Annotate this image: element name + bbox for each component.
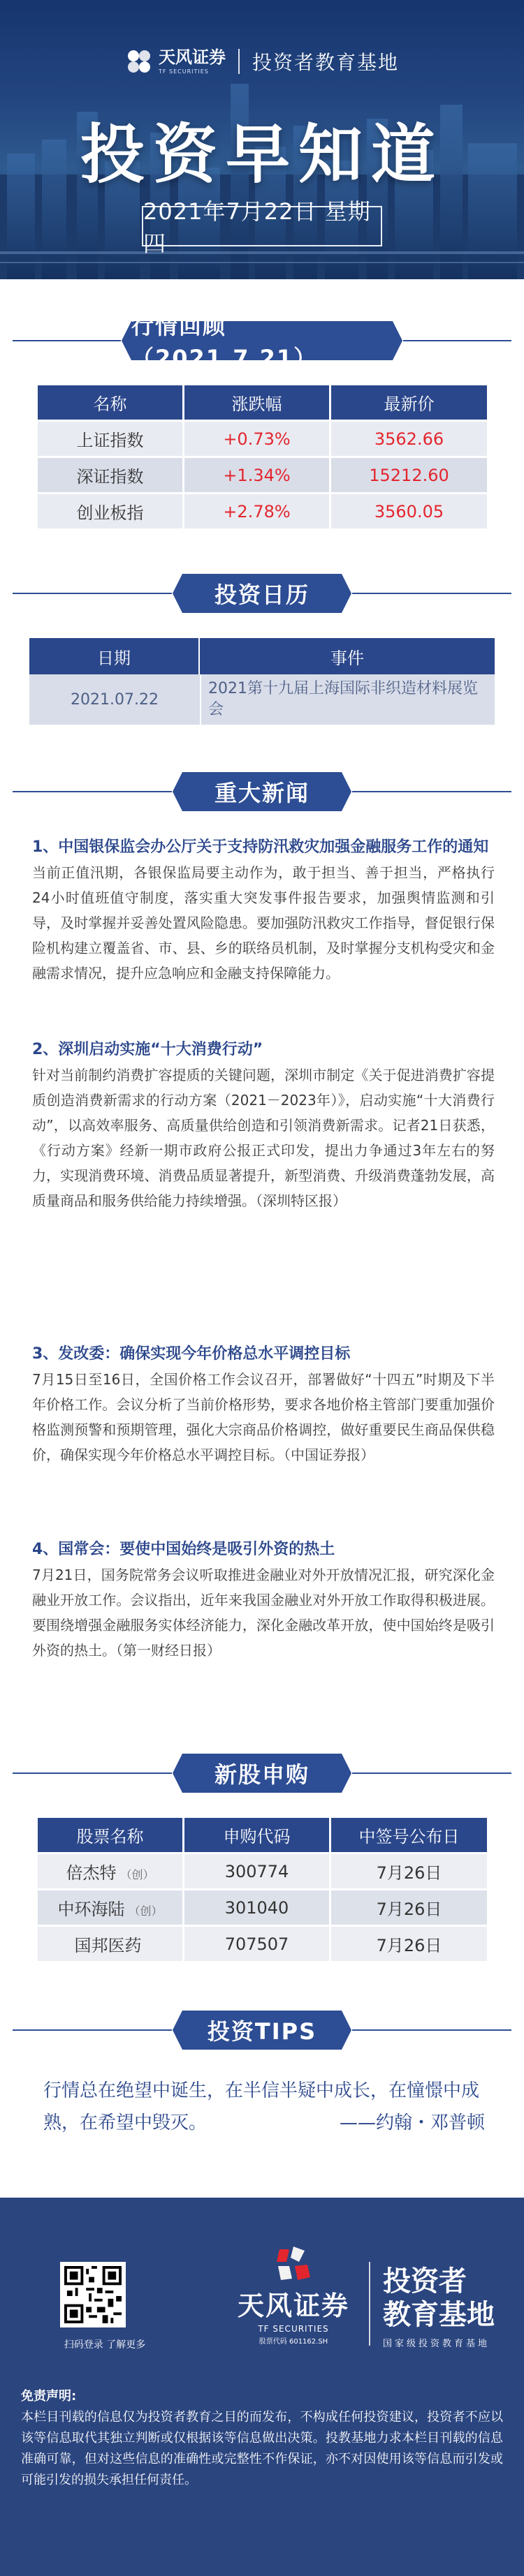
column-header: 中签号公布日 — [331, 1818, 487, 1854]
event-date: 2021.07.22 — [29, 674, 200, 725]
column-header: 名称 — [38, 385, 184, 422]
brand-divider — [238, 49, 240, 74]
column-header: 申购代码 — [184, 1818, 331, 1854]
tf-logo-icon — [272, 2246, 314, 2283]
section-header-market — [0, 313, 524, 371]
brand-row — [0, 40, 524, 82]
market-table — [38, 385, 487, 531]
board-tag: （创） — [129, 1904, 163, 1918]
news-title: 1、中国银保监会办公厅关于支持防汛救灾加强金融服务工作的通知 — [32, 838, 489, 856]
table-row — [38, 1927, 487, 1963]
news-item — [32, 1342, 495, 1467]
section-header-calendar — [0, 574, 524, 613]
footer — [0, 2198, 524, 2576]
lottery-date: 7月26日 — [331, 1890, 487, 1927]
index-name: 创业板指 — [38, 494, 184, 531]
news-item — [32, 1037, 495, 1213]
disclaimer-text: 本栏目刊载的信息仅为投资者教育之目的而发布，不构成任何投资建议，投资者不应以该等信息取代其独立判断或仅根据该等信息做出决策。投教基地力求本栏目刊载的信息准确可靠，但对这些信息的准确性或完整性不作保证，亦不对因使用该等信息而引发或可能引发的损失承担任何责任。 — [21, 2410, 503, 2487]
footer-stock-code: 股票代码 601162.SH — [259, 2338, 328, 2346]
section-header-ipo — [0, 1754, 524, 1793]
brand-tag: 投资者教育基地 — [252, 51, 399, 74]
disclaimer — [21, 2386, 503, 2491]
tips-quote: 行情总在绝望中诞生，在半信半疑中成长，在憧憬中成熟，在希望中毁灭。 — [43, 2080, 480, 2133]
table-header-row — [29, 638, 495, 674]
index-change: +0.73% — [184, 422, 331, 458]
column-header: 涨跌幅 — [184, 385, 331, 422]
subscribe-code: 301040 — [184, 1890, 331, 1927]
tips-author: ——约翰・邓普顿 — [339, 2112, 485, 2133]
subscribe-code: 300774 — [184, 1854, 331, 1890]
footer-logo — [224, 2246, 363, 2346]
brand-logo — [125, 47, 226, 75]
column-header: 股票名称 — [38, 1818, 184, 1854]
brand-en: TF SECURITIES — [158, 68, 209, 75]
page-date: 2021年7月22日 星期四 — [142, 206, 382, 246]
ipo-table — [38, 1818, 487, 1963]
footer-divider — [369, 2262, 370, 2346]
qr-caption: 扫码登录 了解更多 — [64, 2339, 146, 2351]
section-title: 投资日历 — [182, 574, 342, 613]
footer-tagline — [383, 2265, 495, 2349]
section-header-news — [0, 772, 524, 811]
index-price: 3560.05 — [331, 494, 487, 531]
table-row — [38, 494, 487, 531]
page-title: 投资早知道 — [80, 117, 444, 192]
index-price: 3562.66 — [331, 422, 487, 458]
qr-code-icon — [64, 2266, 122, 2323]
news-body: 针对当前制约消费扩容提质的关键问题，深圳市制定《关于促进消费扩容提质创造消费新需求的行动方案（2021－2023年）》，启动实施“十大消费行动”，以高效率服务、高质量供给创造和引领消费新需求。记者21日获悉，《行动方案》经新一期市政府公报正式印发，提出力争通过3年左右的努力，实现消费环境、消费品质显著提升，新型消费、升级消费蓬勃发展，高质量商品和服务供给能力持续增强。（深圳特区报） — [32, 1067, 495, 1209]
board-tag: （创） — [120, 1868, 154, 1881]
table-row — [38, 1854, 487, 1890]
news-item — [32, 835, 495, 986]
index-price: 15212.60 — [331, 458, 487, 494]
news-body: 当前正值汛期，各银保监局要主动作为，敢于担当、善于担当，严格执行24小时值班值守制度，落实重大突发事件报告要求，加强舆情监测和引导，及时掌握并妥善处置风险隐患。要加强防汛救灾工作指导，督促银行保险机构建立覆盖省、市、县、乡的联络员机制，及时掌握分支机构受灾和金融需求情况，提升应急响应和金融支持保障能力。 — [32, 864, 495, 982]
table-row — [38, 1890, 487, 1927]
index-change: +2.78% — [184, 494, 331, 531]
footer-tag-line1: 投资者 — [383, 2265, 467, 2297]
event-text: 2021第十九届上海国际非织造材料展览会 — [200, 674, 495, 725]
tf-logo-icon — [125, 47, 153, 75]
table-row — [38, 422, 487, 458]
news-title: 3、发改委：确保实现今年价格总水平调控目标 — [32, 1345, 351, 1363]
table-row — [38, 458, 487, 494]
news-body: 7月15日至16日，全国价格工作会议召开，部署做好“十四五”时期及下半年价格工作。会议分析了当前价格形势，要求各地价格主管部门要重加强价格监测预警和预期管理，强化大宗商品价格调控，做好重要民生商品保供稳价，确保实现今年价格总水平调控目标。（中国证券报） — [32, 1371, 495, 1463]
index-name: 上证指数 — [38, 422, 184, 458]
index-name: 深证指数 — [38, 458, 184, 494]
news-item — [32, 1537, 495, 1663]
tips-quote-block — [43, 2075, 485, 2139]
news-title: 4、国常会：要使中国始终是吸引外资的热土 — [32, 1541, 335, 1558]
section-title: 重大新闻 — [182, 772, 342, 811]
stock-name-cell — [38, 1854, 184, 1890]
lottery-date: 7月26日 — [331, 1854, 487, 1890]
section-title: 行情回顾（2021.7.21） — [131, 321, 393, 360]
stock-name-cell — [38, 1927, 184, 1963]
calendar-table — [29, 638, 495, 725]
lottery-date: 7月26日 — [331, 1927, 487, 1963]
section-title: 投资TIPS — [182, 2011, 342, 2050]
table-row — [29, 674, 495, 725]
section-header-tips — [0, 2011, 524, 2050]
footer-brand-name: 天风证券 — [237, 2290, 349, 2321]
stock-name: 倍杰特 — [66, 1863, 117, 1883]
column-header: 事件 — [200, 638, 495, 674]
qr-code[interactable] — [60, 2262, 126, 2327]
column-header: 最新价 — [331, 385, 487, 422]
stock-name-cell — [38, 1890, 184, 1927]
news-title: 2、深圳启动实施“十大消费行动” — [32, 1041, 263, 1058]
footer-tag-line2: 教育基地 — [383, 2299, 495, 2331]
column-header: 日期 — [29, 638, 200, 674]
table-header-row — [38, 1818, 487, 1854]
disclaimer-title: 免责声明: — [21, 2389, 77, 2404]
subscribe-code: 707507 — [184, 1927, 331, 1963]
hero-banner — [0, 0, 524, 279]
footer-tag-sub: 国家级投资教育基地 — [383, 2339, 490, 2349]
news-body: 7月21日，国务院常务会议听取推进金融业对外开放情况汇报，研究深化金融业开放工作。会议指出，近年来我国金融业对外开放工作取得积极进展。要围绕增强金融服务实体经济能力，深化金融改革开放，使中国始终是吸引外资的热土。（第一财经日报） — [32, 1567, 495, 1659]
table-header-row — [38, 385, 487, 422]
stock-name: 中环海陆 — [57, 1900, 125, 1919]
stock-name: 国邦医药 — [74, 1936, 142, 1955]
brand-name: 天风证券 — [158, 47, 226, 67]
section-title: 新股申购 — [182, 1754, 342, 1793]
footer-brand-en: TF SECURITIES — [258, 2324, 329, 2334]
index-change: +1.34% — [184, 458, 331, 494]
